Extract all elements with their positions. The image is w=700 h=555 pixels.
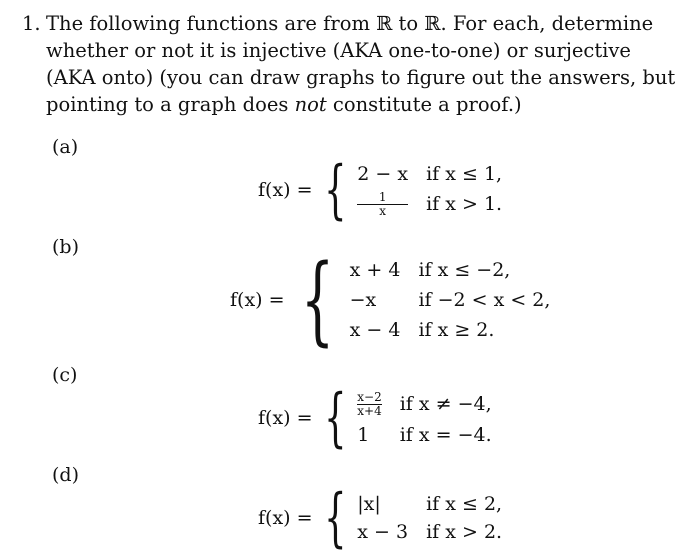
- part-a-case2-fraction: [357, 191, 408, 218]
- part-d-brace: {: [323, 481, 347, 555]
- part-b-equation: [230, 244, 551, 356]
- problem-statement: [22, 10, 682, 118]
- part-d-lhs: f(x) =: [258, 507, 313, 529]
- intro-text-a: The following functions are from ℝ to ℝ. For each, determine whether or not it is injective (AKA one-to-one) or surjective (AKA onto) (you can draw graphs to figure out the answers, but pointing to a graph does: [46, 12, 676, 116]
- part-b-lhs: f(x) =: [230, 289, 285, 311]
- part-d-label: (d): [52, 464, 79, 486]
- part-a-case1-condition: if x ≤ 1,: [426, 162, 503, 185]
- part-c-label: (c): [52, 364, 78, 386]
- part-b-case1-condition: if x ≤ −2,: [418, 259, 511, 281]
- part-c-case2-value: 1: [357, 423, 370, 446]
- intro-text-b: constitute a proof.): [326, 93, 522, 116]
- part-d-case1-value: |x|: [357, 493, 381, 515]
- part-d-case2-value: x − 3: [357, 521, 409, 543]
- part-a-equation: [258, 153, 503, 227]
- part-a-cases: [357, 163, 502, 218]
- part-c-case1-numerator: x−2: [357, 389, 382, 404]
- part-c-brace: {: [323, 381, 347, 455]
- part-c-case2-condition: if x = −4.: [399, 423, 492, 446]
- part-a-brace: {: [323, 153, 347, 227]
- part-d-equation: [258, 481, 503, 555]
- part-c-cases: [357, 391, 491, 446]
- part-d-cases: [357, 493, 502, 543]
- part-c-equation: [258, 381, 492, 455]
- intro-emphasis: not: [294, 93, 327, 116]
- part-b-cases: [350, 259, 551, 341]
- part-b-case2-condition: if −2 < x < 2,: [418, 289, 551, 311]
- part-d-case1-condition: if x ≤ 2,: [426, 493, 503, 515]
- part-a-case2-numerator: 1: [378, 189, 387, 204]
- part-a-label: (a): [52, 136, 79, 158]
- part-b-label: (b): [52, 236, 79, 258]
- part-c-case1-fraction: [357, 391, 381, 418]
- part-b-case3-value: x − 4: [349, 319, 401, 341]
- part-b-brace: {: [300, 244, 334, 356]
- part-c-case1-denominator: x+4: [357, 403, 382, 418]
- part-a-case2-condition: if x > 1.: [426, 193, 503, 215]
- part-a-lhs: f(x) =: [258, 179, 313, 201]
- part-b-case2-value: −x: [349, 289, 377, 311]
- part-c-case1-condition: if x ≠ −4,: [399, 393, 492, 415]
- problem-intro: [46, 10, 682, 118]
- part-b-case1-value: x + 4: [349, 259, 401, 281]
- problem-number: 1.: [22, 12, 41, 35]
- part-a-case2-denominator: x: [379, 203, 387, 218]
- part-b-case3-condition: if x ≥ 2.: [418, 319, 495, 341]
- part-a-case1-value: 2 − x: [357, 162, 409, 185]
- part-c-lhs: f(x) =: [258, 407, 313, 429]
- part-d-case2-condition: if x > 2.: [426, 521, 503, 543]
